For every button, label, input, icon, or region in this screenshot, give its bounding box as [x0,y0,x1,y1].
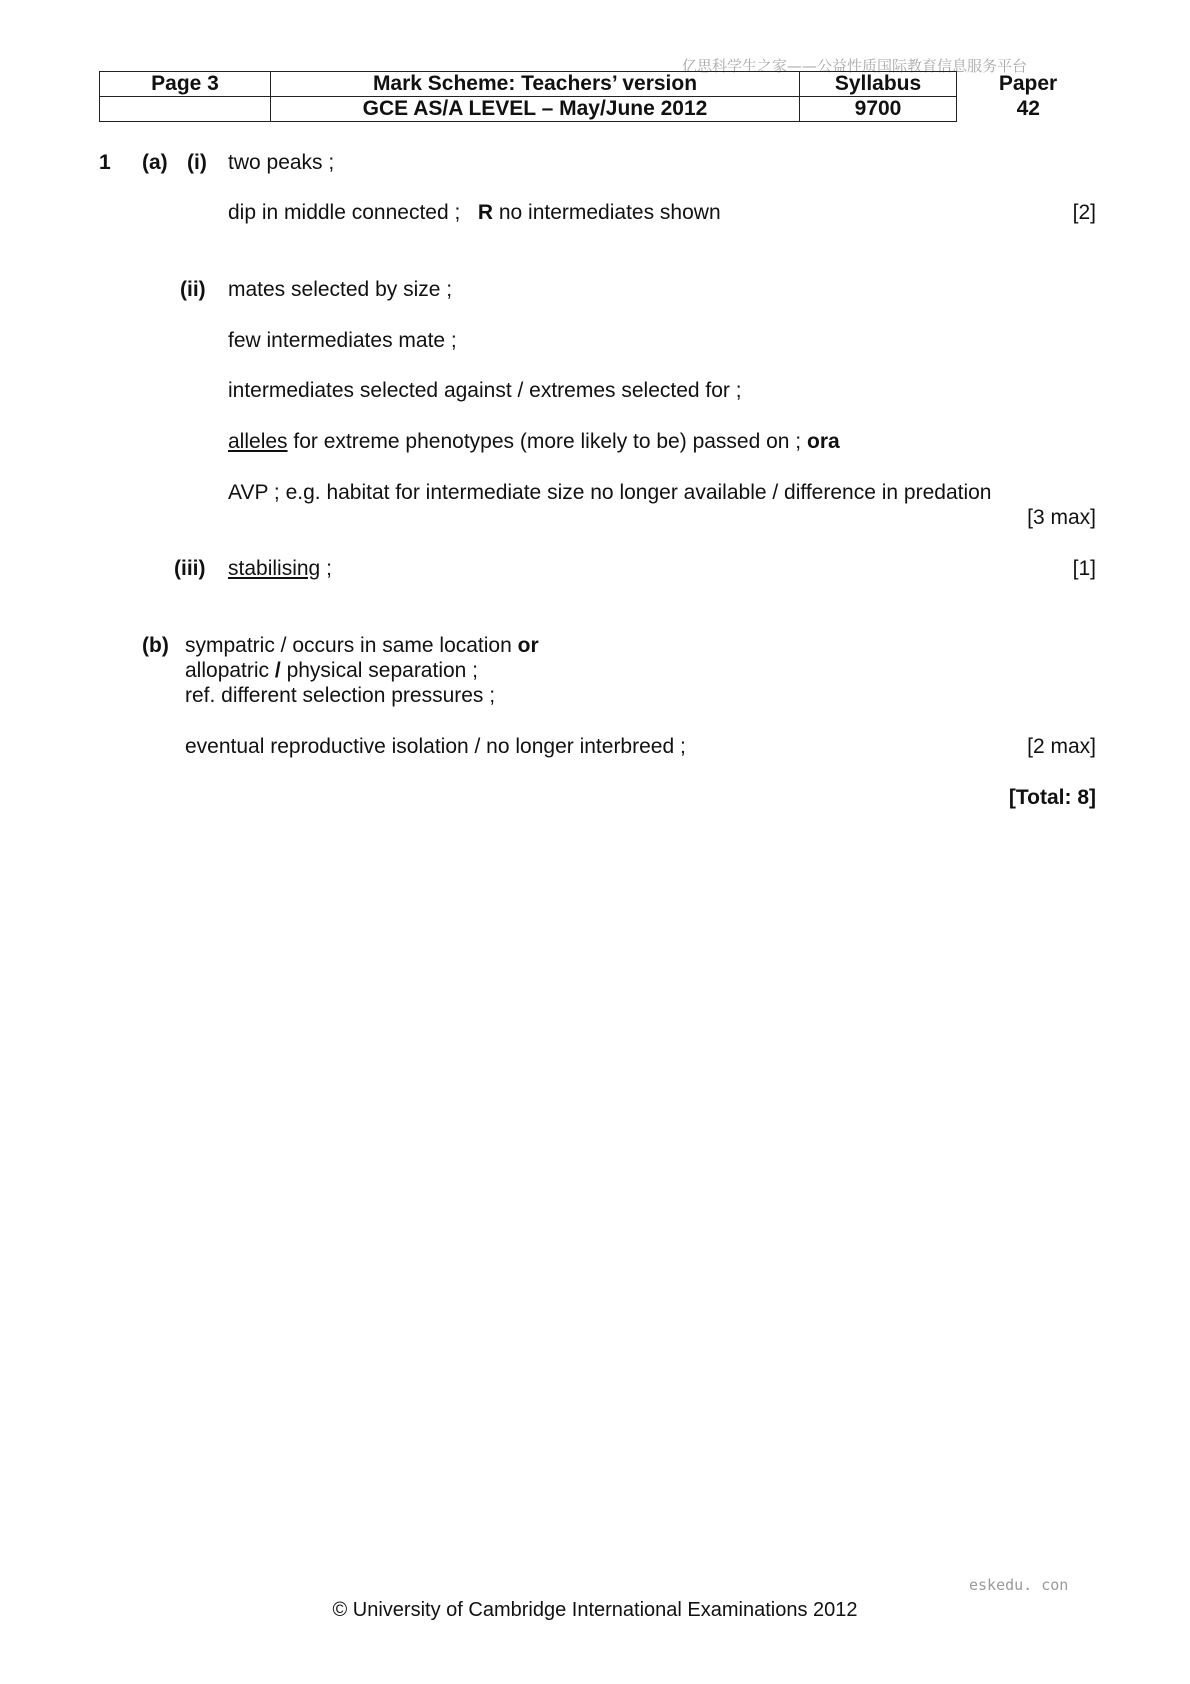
answer-suffix: ; [326,557,332,580]
slash-marker: / [274,659,281,682]
answer-text: sympatric / occurs in same location [185,634,512,657]
header-paper-label: Paper [998,72,1058,95]
watermark-top: 亿思科学生之家——公益性质国际教育信息服务平台 [682,57,1028,75]
alleles-word: alleles [228,430,288,453]
header-paper-number: 42 [1016,97,1040,120]
answer-line: ref. different selection pressures ; [185,684,496,707]
header-title: Mark Scheme: Teachers’ version [271,72,800,97]
subpart-i-label: (i) [187,151,207,174]
answer-text: physical separation ; [286,659,479,682]
answer-line: few intermediates mate ; [228,329,457,352]
answer-line: intermediates selected against / extremes selected for ; [228,379,742,402]
answer-text: dip in middle connected ; [228,201,461,224]
answer-line [228,429,840,454]
part-b-label: (b) [142,634,169,657]
or-marker: or [517,634,539,657]
question-number: 1 [99,151,111,174]
reject-text: no intermediates shown [498,201,721,224]
marks-iii: [1] [1072,557,1096,580]
answer-line: mates selected by size ; [228,278,453,301]
stabilising-word: stabilising [228,557,321,580]
marks-b: [2 max] [1027,735,1096,758]
answer-line: two peaks ; [228,151,335,174]
answer-line [228,200,721,225]
subpart-ii-label: (ii) [180,278,206,301]
watermark-bottom: eskedu. con [969,1576,1069,1594]
header-empty-cell [100,97,271,122]
marks-ii: [3 max] [1027,506,1096,529]
ora-marker: ora [807,430,840,453]
header-syllabus-code: 9700 [800,97,957,122]
header-page: Page 3 [100,72,271,97]
answer-line [228,556,332,581]
alleles-rest: for extreme phenotypes (more likely to be) passed on ; [293,430,802,453]
reject-marker: R [477,201,493,224]
footer-copyright: © University of Cambridge International Examinations 2012 [332,1599,858,1621]
total-marks: [Total: 8] [1008,786,1096,809]
answer-line: eventual reproductive isolation / no longer interbreed ; [185,735,686,758]
part-a-label: (a) [142,151,168,174]
answer-line [185,658,478,683]
subpart-iii-label: (iii) [174,557,206,580]
header-syllabus-label: Syllabus [800,72,957,97]
answer-line [185,633,539,658]
marks-i: [2] [1072,201,1096,224]
avp-line: AVP ; e.g. habitat for intermediate size no longer available / difference in predation [228,481,992,504]
header-exam: GCE AS/A LEVEL – May/June 2012 [271,97,800,122]
header-table [99,71,1100,122]
answer-text: allopatric [185,659,270,682]
